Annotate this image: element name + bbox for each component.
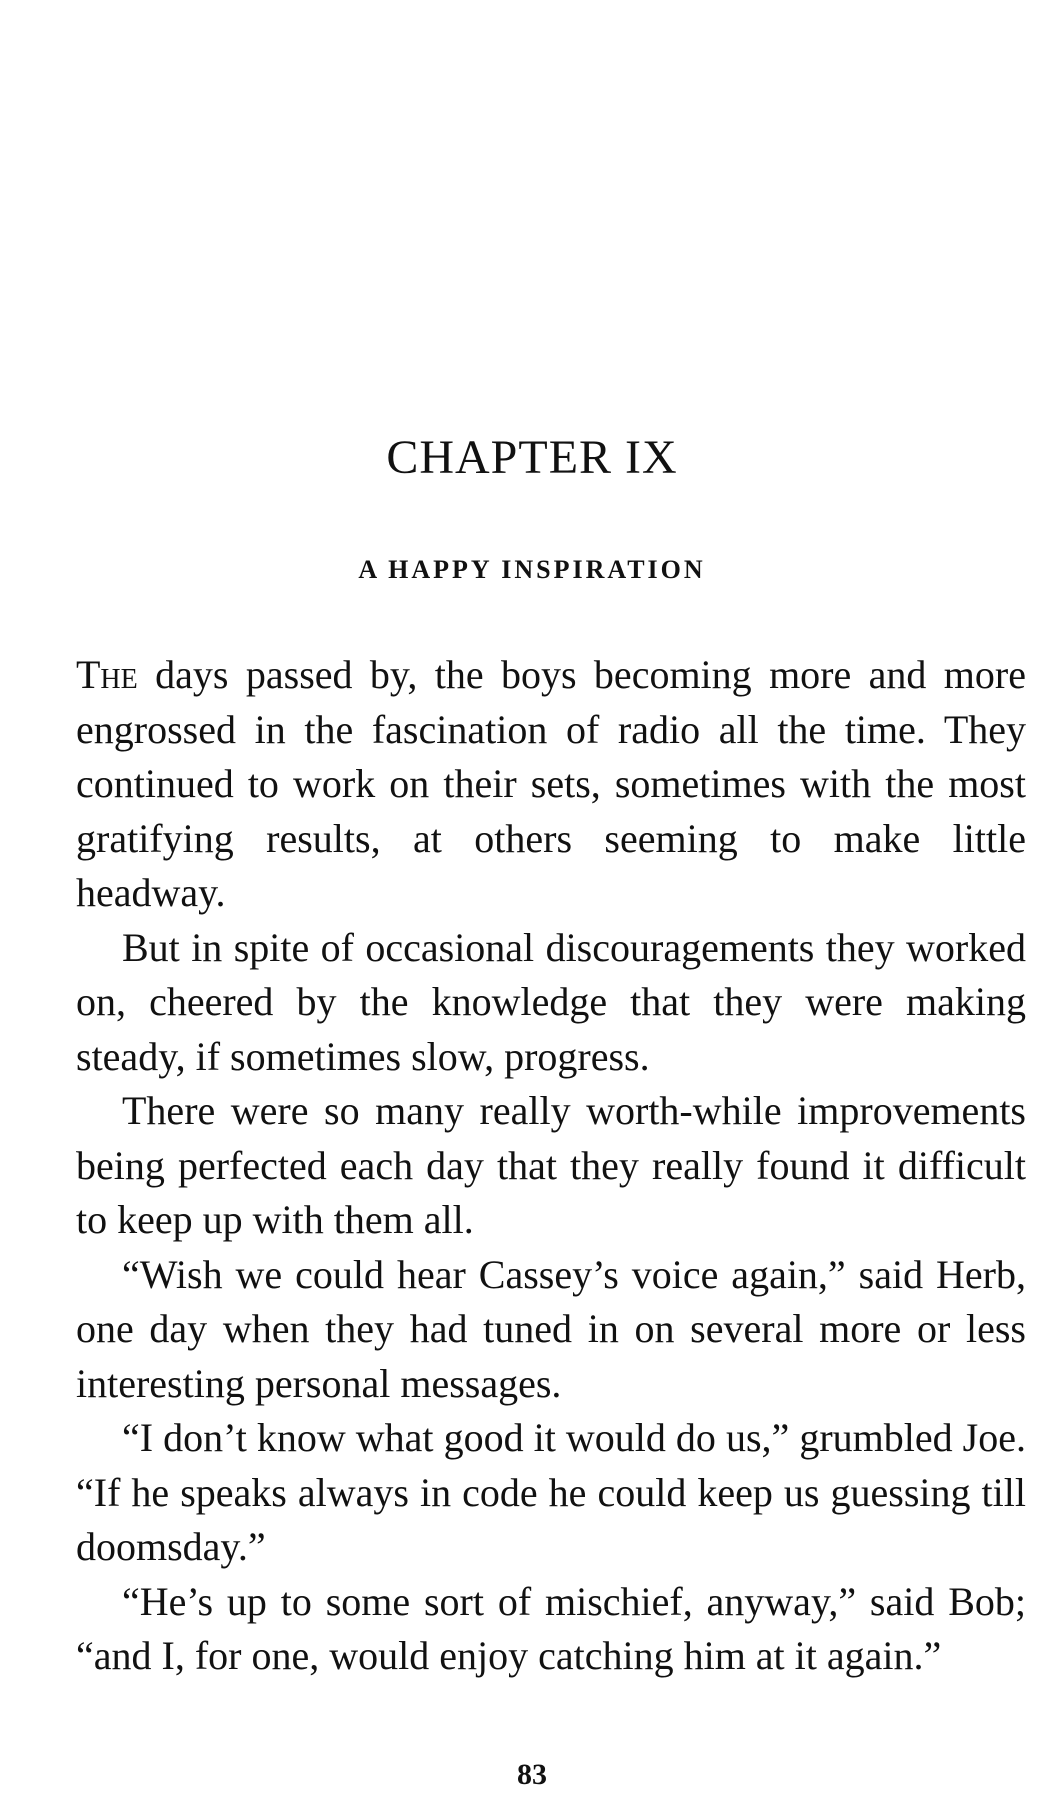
- paragraph-1: [76, 648, 1026, 921]
- paragraph-4: “Wish we could hear Cassey’s voice again,” said Herb, one day when they had tuned in on several more or less interesting personal messages.: [76, 1251, 1026, 1406]
- paragraph-lead-word: The: [76, 652, 138, 697]
- paragraph-6: “He’s up to some sort of mischief, anyway,” said Bob; “and I, for one, would enjoy catching him at it again.”: [76, 1578, 1026, 1678]
- paragraph-text: days passed by, the boys becoming more and more engrossed in the fascination of radio all the time. They continued to work on their sets, sometimes with the most gratifying results, at others seeming to make little headway.: [76, 652, 1026, 915]
- chapter-title: CHAPTER IX: [386, 431, 678, 484]
- paragraph-3: There were so many really worth-while improvements being perfected each day that they really found it difficult to keep up with them all.: [76, 1088, 1026, 1242]
- paragraph-2: But in spite of occasional discouragements they worked on, cheered by the knowledge that they were making steady, if sometimes slow, progress.: [76, 924, 1026, 1079]
- chapter-body: [76, 648, 1026, 1684]
- page-number: 83: [517, 1758, 547, 1791]
- paragraph-5: “I don’t know what good it would do us,” grumbled Joe. “If he speaks always in code he could keep us guessing till doomsday.”: [76, 1415, 1026, 1569]
- chapter-subtitle: A HAPPY INSPIRATION: [358, 555, 706, 584]
